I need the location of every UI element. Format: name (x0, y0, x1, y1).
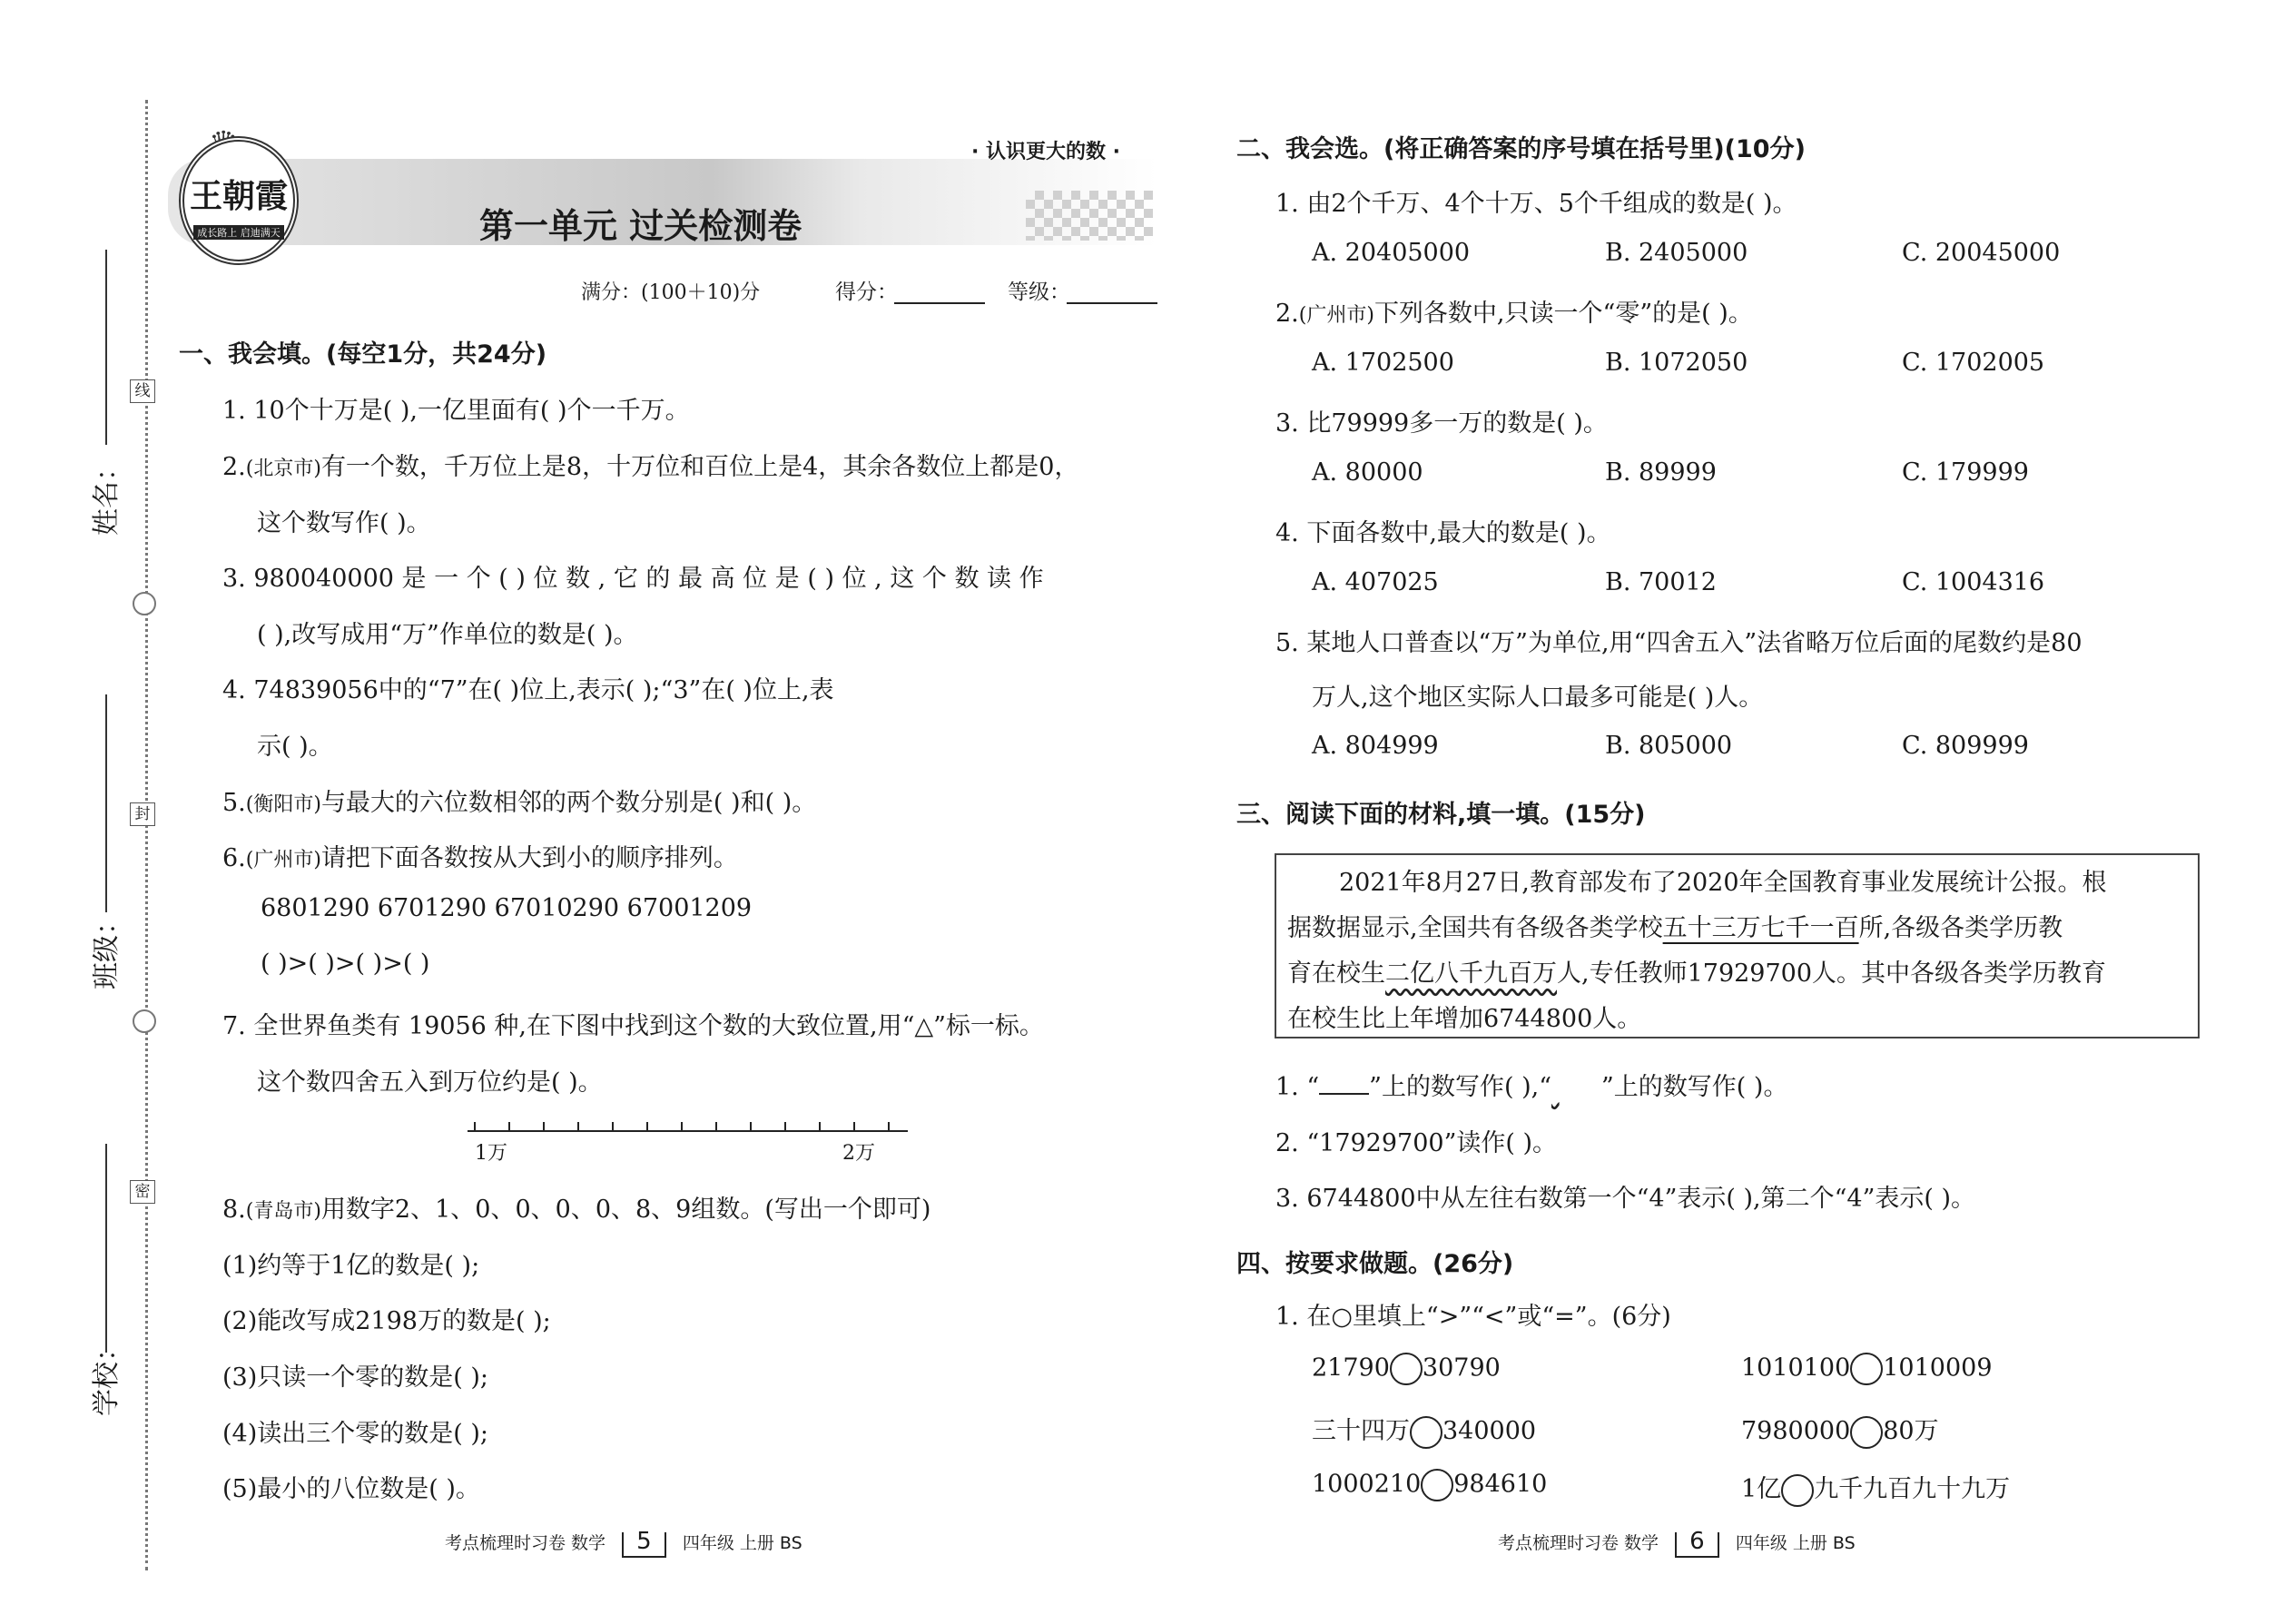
logo-name: 王朝霞 (189, 177, 288, 215)
q2-number: 2. (222, 453, 246, 481)
footer-grade: 四年级 上册 BS (682, 1533, 802, 1553)
q8-part-1: (1)约等于1亿的数是( ); (222, 1252, 480, 1280)
q8-source: (青岛市) (245, 1200, 321, 1223)
material-text: 人,专任教师17929700人。其中各级各类学历教育 (1557, 960, 2107, 988)
logo-slogan: 成长路上 启迪满天 (193, 225, 284, 240)
choice-q5-line1: 5. 某地人口普查以“万”为单位,用“四舍五入”法省略万位后面的尾数约是80 (1275, 629, 2082, 657)
q8-part-5: (5)最小的八位数是( )。 (222, 1475, 480, 1503)
number-line-tick (508, 1122, 510, 1131)
page-number: 5 (622, 1532, 666, 1558)
number-line-tick (543, 1122, 545, 1131)
reading-q2: 2. “17929700”读作( )。 (1275, 1129, 1558, 1157)
q2-text: 有一个数，千万位上是8，十万位和百位上是4，其余各数位上都是0， (320, 453, 1079, 481)
compare-item-6 (1741, 1469, 2010, 1507)
compare-right: 80万 (1883, 1417, 1939, 1445)
fill-q3-line2: ( ),改写成用“万”作单位的数是( )。 (257, 621, 638, 649)
q2-source: (北京市) (245, 458, 321, 480)
compare-circle[interactable] (1781, 1474, 1814, 1507)
q6-order-blanks: ( )>( )>( )>( ) (261, 950, 430, 978)
fill-q2 (222, 447, 1078, 482)
q4-option-b: B. 70012 (1605, 568, 1717, 596)
compare-item-1 (1312, 1353, 1501, 1385)
score-label: 得分： (835, 281, 898, 304)
compare-right: 984610 (1453, 1470, 1548, 1499)
section-3-title: 三、阅读下面的材料,填一填。(15分) (1236, 801, 1646, 829)
grade-blank (1067, 302, 1157, 304)
q8-part-4: (4)读出三个零的数是( ); (222, 1420, 488, 1448)
compare-item-3 (1312, 1411, 1536, 1449)
q2-number: 2. (1275, 300, 1299, 328)
fill-q2-line2: 这个数写作( )。 (257, 509, 431, 537)
binding-hole-icon (133, 592, 156, 615)
compare-item-5 (1312, 1469, 1547, 1501)
footer-grade: 四年级 上册 BS (1735, 1533, 1856, 1553)
unit-topic: · 认识更大的数 · (971, 141, 1121, 163)
material-line-4: 在校生比上年增加6744800人。 (1287, 1005, 1642, 1033)
score-blank (894, 302, 985, 304)
q2-source: (广州市) (1298, 304, 1374, 327)
q2-text: 下列各数中,只读一个“零”的是( )。 (1373, 300, 1753, 328)
section-2-title: 二、我会选。(将正确答案的序号填在括号里)(10分) (1236, 135, 1806, 163)
number-line-tick (750, 1122, 752, 1131)
material-line-1: 2021年8月27日,教育部发布了2020年全国教育事业发展统计公报。根 (1339, 869, 2107, 897)
q5-source: (衡阳市) (245, 793, 321, 816)
school-label: 学校： (91, 1334, 123, 1416)
q6-source: (广州市) (245, 849, 321, 871)
fill-q4-line1: 4. 74839056中的“7”在( )位上,表示( );“3”在( )位上,表 (222, 676, 834, 704)
page-title: 第一单元 过关检测卷 (479, 206, 802, 246)
compare-right: 九千九百九十九万 (1814, 1475, 2011, 1503)
q1-option-a: A. 20405000 (1312, 239, 1471, 267)
compare-left: 1010100 (1741, 1353, 1851, 1383)
number-line-label-2: 2万 (842, 1142, 875, 1165)
q6-numbers: 6801290 6701290 67010290 67001209 (261, 894, 753, 922)
fill-q1: 1. 10个十万是( ),一亿里面有( )个一千万。 (222, 397, 690, 425)
q5-option-a: A. 804999 (1312, 732, 1439, 760)
left-footer (445, 1530, 802, 1558)
grade-label: 等级： (1008, 281, 1070, 304)
q4-option-c: C. 1004316 (1902, 568, 2045, 596)
fill-q7-line2: 这个数四舍五入到万位约是( )。 (257, 1068, 603, 1097)
material-wavy-number: 二亿八千九百万 (1385, 960, 1557, 988)
seal-char-3: 密 (130, 1180, 155, 1204)
q3-option-c: C. 179999 (1902, 458, 2029, 487)
q8-text: 用数字2、1、0、0、0、0、8、9组数。(写出一个即可) (320, 1196, 931, 1224)
footer-series: 考点梳理时习卷 数学 (445, 1533, 606, 1553)
footer-series: 考点梳理时习卷 数学 (1498, 1533, 1659, 1553)
compare-left: 7980000 (1741, 1417, 1851, 1445)
material-text: 育在校生 (1287, 960, 1385, 988)
compare-instruction: 1. 在○里填上“>”“<”或“=”。(6分) (1275, 1303, 1671, 1331)
compare-circle[interactable] (1390, 1353, 1423, 1385)
number-line-tick (612, 1122, 614, 1131)
number-line-tick (577, 1122, 579, 1131)
compare-left: 1000210 (1312, 1470, 1422, 1499)
q5-option-b: B. 805000 (1605, 732, 1733, 760)
compare-circle[interactable] (1421, 1469, 1453, 1501)
compare-left: 三十四万 (1312, 1417, 1410, 1445)
class-label: 班级： (91, 908, 123, 989)
material-text: 据数据显示,全国共有各级各类学校 (1287, 914, 1663, 942)
reading-q1-text: ”上的数写作( )。 (1601, 1073, 1788, 1101)
number-line-tick (853, 1122, 855, 1131)
q2-option-b: B. 1072050 (1605, 349, 1748, 377)
choice-q5-line2: 万人,这个地区实际人口最多可能是( )人。 (1312, 684, 1764, 712)
q5-option-c: C. 809999 (1902, 732, 2029, 760)
compare-item-4 (1741, 1411, 1939, 1449)
class-underline (105, 694, 107, 912)
brand-logo (179, 136, 299, 265)
number-line-tick (681, 1122, 683, 1131)
compare-circle[interactable] (1850, 1416, 1883, 1449)
right-footer (1498, 1530, 1856, 1558)
q8-part-3: (3)只读一个零的数是( ); (222, 1363, 488, 1392)
number-line-tick (646, 1122, 648, 1131)
q1-option-b: B. 2405000 (1605, 239, 1748, 267)
number-line-tick (819, 1122, 821, 1131)
checker-pattern (1026, 191, 1153, 241)
fill-q3-line1: 3. 980040000 是 一 个 ( ) 位 数 , 它 的 最 高 位 是 ( ) 位 , 这 个 数 读 作 (222, 565, 1044, 593)
q5-text: 与最大的六位数相邻的两个数分别是( )和( )。 (320, 789, 817, 817)
compare-right: 340000 (1442, 1417, 1537, 1445)
binding-hole-icon (133, 1009, 156, 1033)
q3-option-b: B. 89999 (1605, 458, 1717, 487)
compare-right: 30790 (1422, 1353, 1501, 1383)
page-number: 6 (1675, 1532, 1719, 1558)
choice-q2 (1275, 293, 1753, 329)
compare-right: 1010009 (1883, 1353, 1993, 1383)
q8-part-2: (2)能改写成2198万的数是( ); (222, 1307, 551, 1335)
q6-number: 6. (222, 844, 246, 872)
section-1-title: 一、我会填。(每空1分，共24分) (179, 340, 547, 369)
straight-line-mark (1319, 1075, 1369, 1095)
number-line-tick (784, 1122, 786, 1131)
reading-q1 (1275, 1067, 1787, 1102)
q1-option-c: C. 20045000 (1902, 239, 2061, 267)
fill-q4-line2: 示( )。 (257, 733, 333, 761)
material-line-2 (1287, 908, 2063, 943)
section-4-title: 四、按要求做题。(26分) (1236, 1250, 1514, 1278)
reading-q3: 3. 6744800中从左往右数第一个“4”表示( ),第二个“4”表示( )。 (1275, 1185, 1976, 1213)
q8-number: 8. (222, 1196, 246, 1224)
q2-option-a: A. 1702500 (1312, 349, 1454, 377)
choice-q1: 1. 由2个千万、4个十万、5个千组成的数是( )。 (1275, 190, 1797, 218)
material-line-3 (1287, 953, 2106, 989)
name-underline (105, 250, 107, 445)
compare-left: 21790 (1312, 1353, 1390, 1383)
choice-q4: 4. 下面各数中,最大的数是( )。 (1275, 519, 1611, 547)
q3-option-a: A. 80000 (1312, 458, 1423, 487)
q5-number: 5. (222, 789, 246, 817)
number-line-tick (474, 1122, 476, 1131)
reading-q1-text: 1. “ (1275, 1073, 1320, 1101)
compare-item-2 (1741, 1353, 1993, 1385)
school-underline (105, 1144, 107, 1353)
fill-q8 (222, 1189, 930, 1225)
seal-char-2: 封 (130, 802, 155, 826)
q2-option-c: C. 1702005 (1902, 349, 2045, 377)
number-line-tick (715, 1122, 717, 1131)
number-line-label-1: 1万 (475, 1142, 507, 1165)
full-marks: 满分：(100＋10)分 (581, 281, 761, 304)
fill-q6 (222, 838, 738, 873)
reading-q1-text: ”上的数写作( ),“ (1369, 1073, 1551, 1101)
compare-circle[interactable] (1410, 1416, 1442, 1449)
number-line (468, 1130, 908, 1132)
q4-option-a: A. 407025 (1312, 568, 1439, 596)
fill-q5 (222, 782, 816, 818)
name-label: 姓名： (91, 454, 123, 536)
compare-left: 1亿 (1741, 1475, 1782, 1503)
material-text: 所,各级各类学历教 (1858, 914, 2063, 942)
seal-char-1: 线 (130, 379, 155, 403)
binding-dotted-line (145, 100, 148, 1570)
number-line-tick (888, 1122, 890, 1131)
fill-q7-line1: 7. 全世界鱼类有 19056 种,在下图中找到这个数的大致位置,用“△”标一标。 (222, 1012, 1044, 1040)
compare-circle[interactable] (1850, 1353, 1883, 1385)
q6-text: 请把下面各数按从大到小的顺序排列。 (320, 844, 738, 872)
material-underlined-number: 五十三万七千一百 (1662, 914, 1859, 942)
wavy-line-mark (1551, 1073, 1601, 1101)
choice-q3: 3. 比79999多一万的数是( )。 (1275, 409, 1608, 438)
